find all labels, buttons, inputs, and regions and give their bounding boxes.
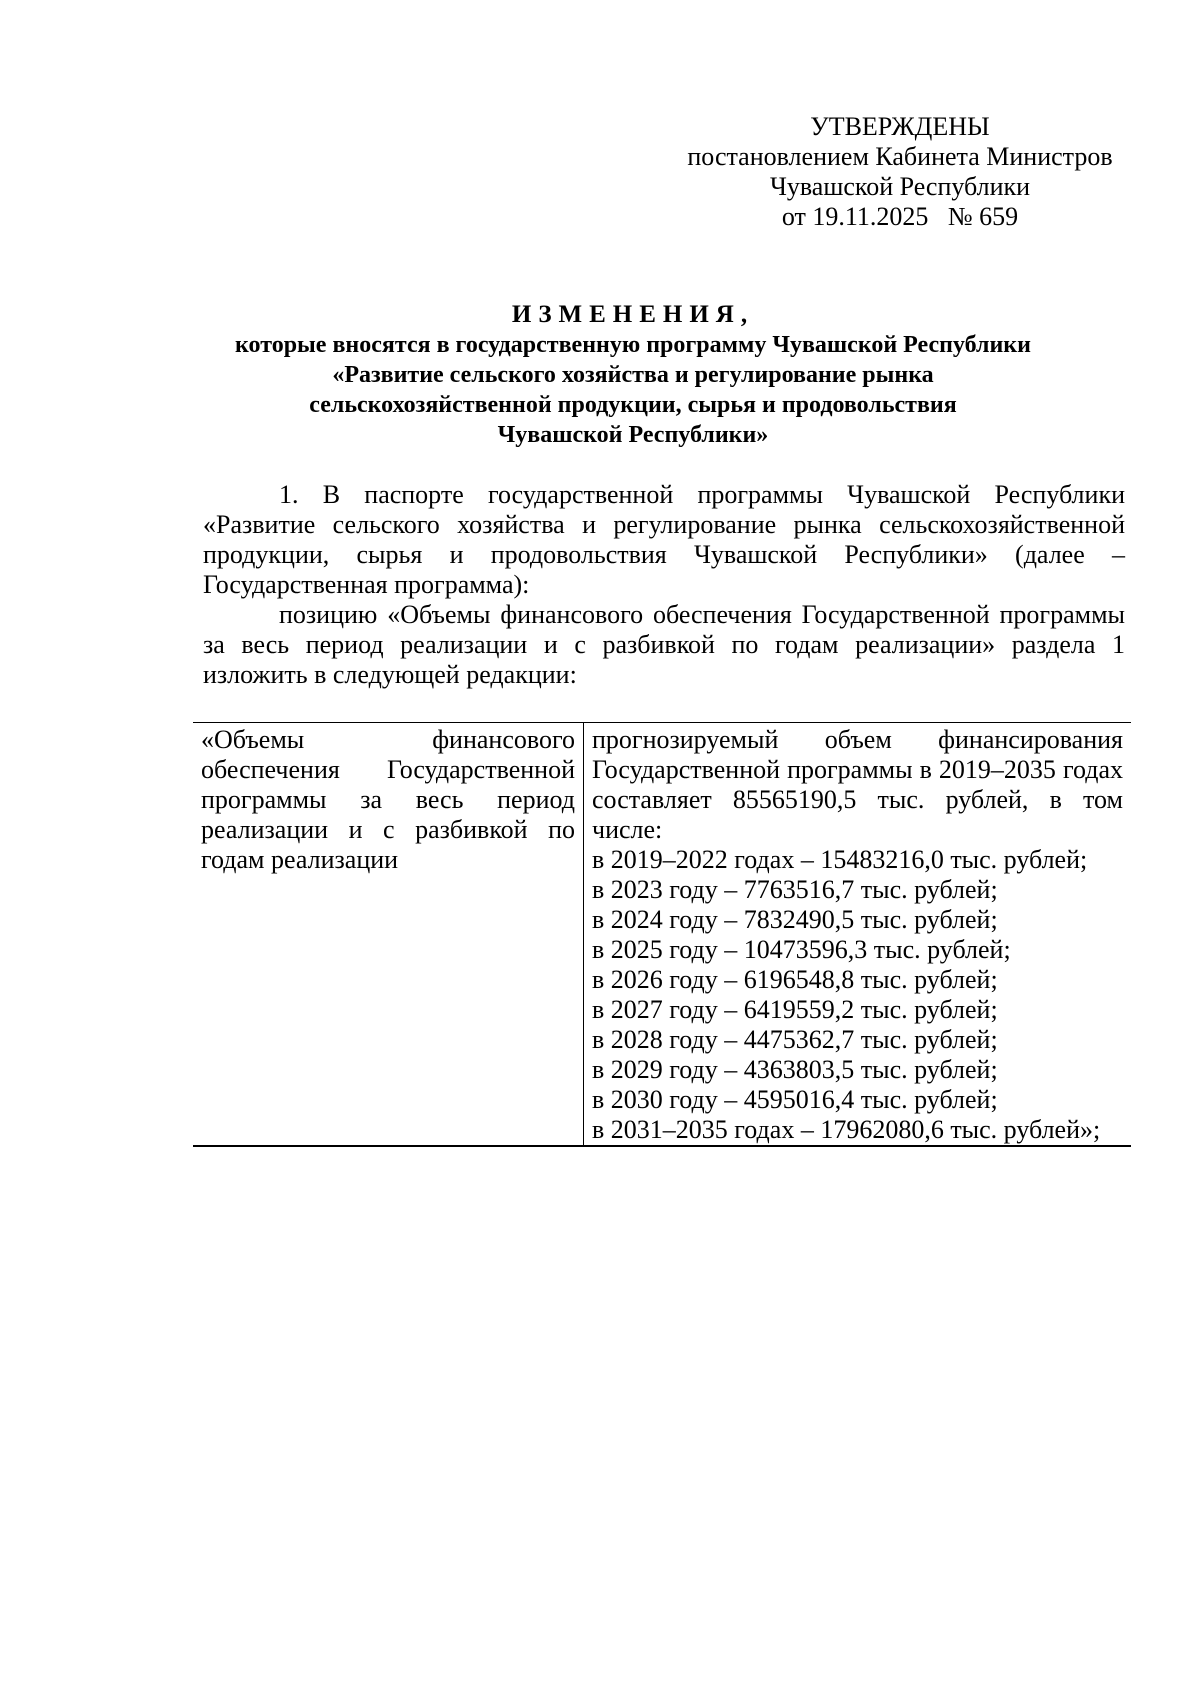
- funding-line: в 2027 году – 6419559,2 тыс. рублей;: [592, 995, 998, 1024]
- approval-title: УТВЕРЖДЕНЫ: [810, 112, 990, 141]
- title-line-2: «Развитие сельского хозяйства и регулирование рынка: [332, 362, 934, 388]
- title-line-1: которые вносятся в государственную программу Чувашской Республики: [235, 332, 1031, 358]
- funding-line: в 2030 году – 4595016,4 тыс. рублей;: [592, 1085, 998, 1114]
- funding-line: в 2028 году – 4475362,7 тыс. рублей;: [592, 1025, 998, 1054]
- document-title: [193, 300, 1073, 450]
- title-line-3: сельскохозяйственной продукции, сырья и продовольствия: [309, 392, 957, 418]
- funding-table: [193, 722, 1131, 1147]
- body-text: [203, 480, 1125, 690]
- title-line-4: Чувашской Республики»: [497, 422, 769, 448]
- funding-line: в 2019–2022 годах – 15483216,0 тыс. рублей;: [592, 845, 1088, 874]
- funding-line: в 2023 году – 7763516,7 тыс. рублей;: [592, 875, 998, 904]
- table-cell-funding: [584, 723, 1132, 1147]
- funding-line: в 2024 году – 7832490,5 тыс. рублей;: [592, 905, 998, 934]
- paragraph-1: 1. В паспорте государственной программы Чувашской Республики «Развитие сельского хозяйства и регулирование рынка сельскохозяйственной продукции, сырья и продовольствия Чувашской Республики» (далее – Государственная программа):: [203, 480, 1125, 599]
- funding-line: в 2029 году – 4363803,5 тыс. рублей;: [592, 1055, 998, 1084]
- funding-line: в 2025 году – 10473596,3 тыс. рублей;: [592, 935, 1011, 964]
- approval-stamp: [680, 112, 1120, 232]
- funding-line: в 2031–2035 годах – 17962080,6 тыс. рублей»;: [592, 1115, 1101, 1144]
- table-row: [193, 723, 1131, 1147]
- funding-line: в 2026 году – 6196548,8 тыс. рублей;: [592, 965, 998, 994]
- paragraph-2: позицию «Объемы финансового обеспечения Государственной программы за весь период реализации и с разбивкой по годам реализации» раздела 1 изложить в следующей редакции:: [203, 600, 1125, 689]
- approval-authority: постановлением Кабинета Министров: [687, 142, 1113, 171]
- approval-region: Чувашской Республики: [769, 172, 1031, 201]
- funding-intro: прогнозируемый объем финансирования Государственной программы в 2019–2035 годах составляет 85565190,5 тыс. рублей, в том числе:: [592, 725, 1123, 844]
- table-cell-position: «Объемы финансового обеспечения Государственной программы за весь период реализации и с разбивкой по годам реализации: [193, 723, 584, 1147]
- approval-date-number: от 19.11.2025 № 659: [781, 202, 1019, 231]
- title-heading: ИЗМЕНЕНИЯ,: [511, 301, 755, 328]
